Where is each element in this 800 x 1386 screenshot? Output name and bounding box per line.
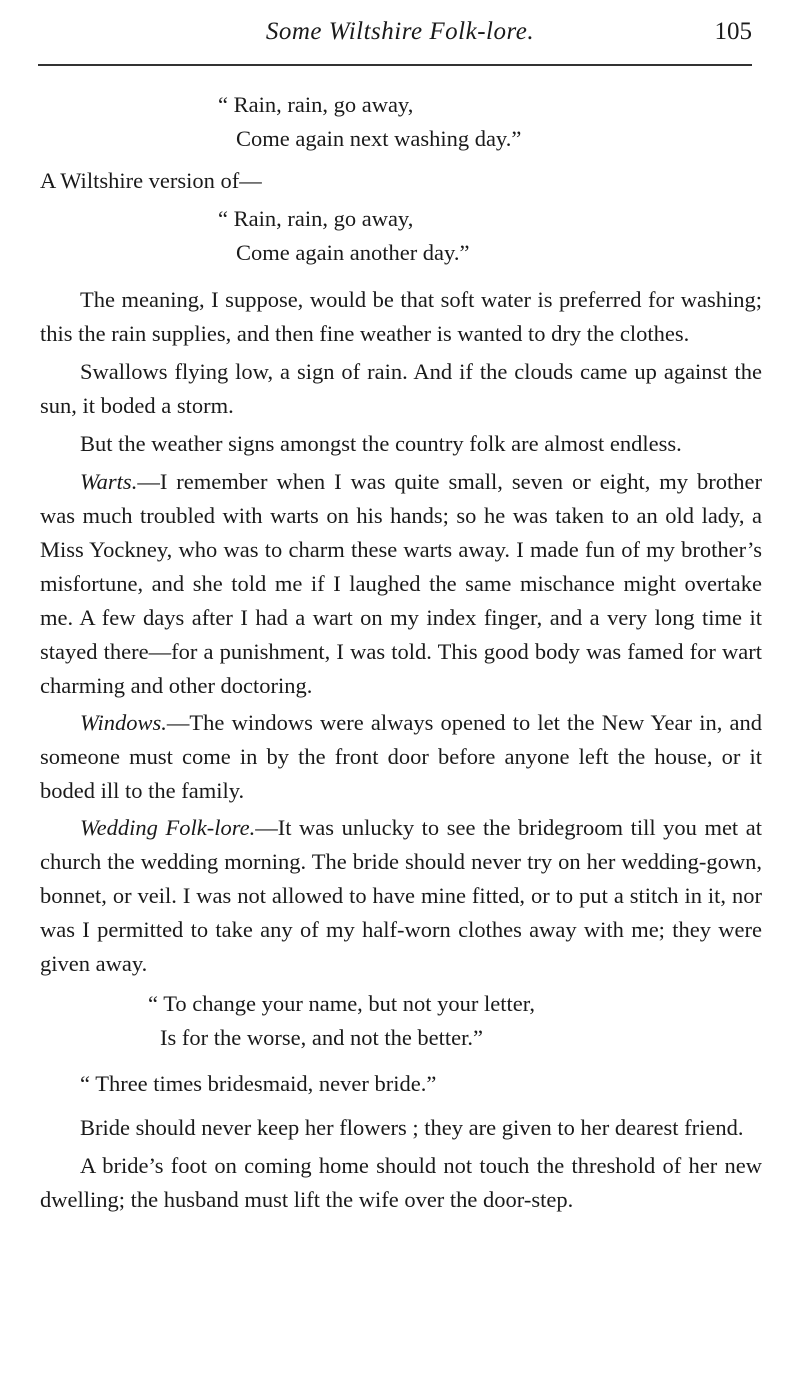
page-number: 105 <box>714 18 752 45</box>
paragraph-windows <box>40 706 762 808</box>
paragraph-wedding-text: —It was unlucky to see the bridegroom till you met at church the wedding morning. The bride should never try on her wedding-gown, bonnet, or veil. I was not allowed to have mine fitted, or to put a stitch in it, nor was I permitted to take any of my half-worn clothes away with me; they were given away. <box>40 815 762 976</box>
paragraph-wedding <box>40 811 762 981</box>
intro-line: A Wiltshire version of— <box>40 168 262 193</box>
verse-rain-another-day <box>218 202 762 270</box>
paragraph-meaning: The meaning, I suppose, would be that soft water is preferred for washing; this the rain supplies, and then fine weather is wanted to dry the clothes. <box>40 287 762 346</box>
body-text <box>40 88 762 1217</box>
verse-line: “ To change your name, but not your letter, <box>148 991 535 1016</box>
header-rule <box>38 64 752 66</box>
paragraph-warts-text: —I remember when I was quite small, seven or eight, my brother was much troubled with warts on his hands; so he was taken to an old lady, a Miss Yockney, who was to charm these warts away. I made fun of my brother’s misfortune, and she told me if I laughed the same mischance might overtake me. A few days after I had a wart on my index finger, and a very long time it stayed there—for a punishment, I was told. This good body was famed for wart charming and other doctoring. <box>40 469 762 698</box>
verse-change-name <box>148 987 762 1055</box>
verse-line: Come again next washing day.” <box>236 126 522 151</box>
running-title: Some Wiltshire Folk-lore. <box>265 18 535 45</box>
paragraph-swallows: Swallows flying low, a sign of rain. And if the clouds came up against the sun, it boded a storm. <box>40 359 762 418</box>
section-heading-wedding: Wedding Folk-lore. <box>80 815 256 840</box>
paragraph-threshold: A bride’s foot on coming home should not touch the threshold of her new dwelling; the husband must lift the wife over the door-step. <box>40 1153 762 1212</box>
section-heading-warts: Warts. <box>80 469 138 494</box>
verse-line: Is for the worse, and not the better.” <box>160 1025 484 1050</box>
paragraph-weather: But the weather signs amongst the country folk are almost endless. <box>80 431 682 456</box>
verse-line: Come again another day.” <box>236 240 470 265</box>
verse-rain-washing <box>218 88 762 156</box>
verse-line: “ Rain, rain, go away, <box>218 206 414 231</box>
paragraph-windows-text: —The windows were always opened to let the New Year in, and someone must come in by the front door before anyone left the house, or it boded ill to the family. <box>40 710 762 803</box>
verse-line: “ Rain, rain, go away, <box>218 92 414 117</box>
proverb-bridesmaid: “ Three times bridesmaid, never bride.” <box>80 1071 437 1096</box>
paragraph-warts <box>40 465 762 703</box>
section-heading-windows: Windows. <box>80 710 167 735</box>
paragraph-flowers: Bride should never keep her flowers ; they are given to her dearest friend. <box>80 1115 744 1140</box>
